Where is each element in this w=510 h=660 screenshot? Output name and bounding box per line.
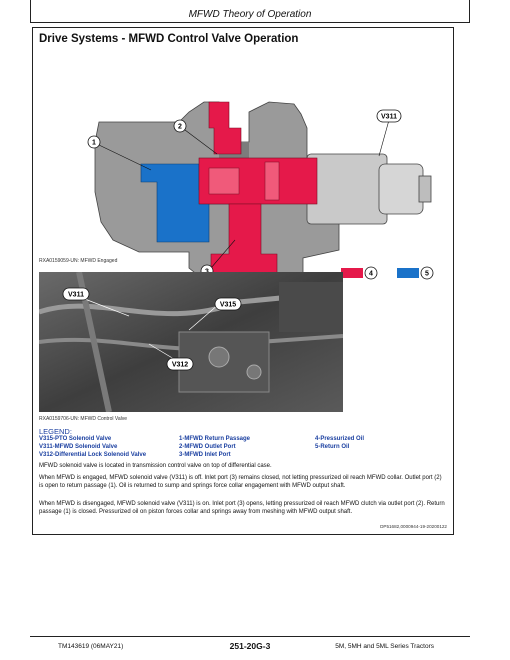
legend-item: V311-MFWD Solenoid Valve: [39, 444, 118, 450]
solenoid-body: [307, 154, 387, 224]
callout-v311: [377, 110, 401, 156]
pressurized-oil-swatch: [341, 268, 363, 278]
body-paragraph: MFWD solenoid valve is located in transmission control valve on top of differential case.: [39, 463, 272, 469]
legend-item: 1-MFWD Return Passage: [179, 436, 251, 442]
diagram-caption: RXA0159059-UN: MFWD Engaged: [39, 258, 118, 264]
pressurized-port-top: [209, 102, 241, 154]
svg-text:2: 2: [178, 123, 182, 131]
footer-series: 5M, 5MH and 5ML Series Tractors: [335, 643, 434, 650]
solenoid-cap: [379, 164, 423, 214]
section-title: Drive Systems - MFWD Control Valve Operation: [39, 33, 299, 45]
valve-cutaway-diagram: [39, 72, 449, 300]
legend-item: 5-Return Oil: [315, 444, 350, 450]
control-valve-photo: [39, 272, 343, 412]
body-paragraph: When MFWD is disengaged, MFWD solenoid valve (V311) is on. Inlet port (3) opens, letting pressurized oil reach MFWD clutch via outlet port (2). Return passage (1) is closed. Pressurized oil on piston forces collar and springs away from meshing with MFWD output shaft.: [39, 501, 445, 516]
footer-doc-id: TM143619 (06MAY21): [58, 643, 124, 650]
solenoid-connector: [419, 176, 431, 202]
return-oil-swatch: [397, 268, 419, 278]
svg-text:V312: V312: [171, 361, 189, 369]
svg-text:5: 5: [425, 270, 429, 278]
spool-land: [265, 162, 279, 200]
legend-item: 2-MFWD Outlet Port: [179, 444, 236, 450]
svg-text:V315: V315: [219, 301, 237, 309]
reference-id: DP51682,0000944-19-20200122: [380, 524, 447, 529]
callout-4: [365, 267, 377, 279]
svg-text:4: 4: [369, 270, 373, 278]
page-footer: [30, 636, 470, 651]
legend-title: LEGEND:: [39, 427, 72, 436]
legend-item: V315-PTO Solenoid Valve: [39, 436, 112, 442]
legend-item: 3-MFWD Inlet Port: [179, 452, 231, 458]
svg-text:1: 1: [92, 139, 96, 147]
legend-item: V312-Differential Lock Solenoid Valve: [39, 452, 147, 458]
callout-5: [421, 267, 433, 279]
footer-page-number: 251-20G-3: [229, 641, 271, 651]
svg-text:V311: V311: [381, 113, 397, 121]
header-title: MFWD Theory of Operation: [188, 9, 312, 20]
svg-text:V311: V311: [68, 291, 84, 299]
content-panel: [32, 27, 454, 535]
photo-caption: RXA0159706-UN: MFWD Control Valve: [39, 416, 127, 422]
spool-inner: [209, 168, 239, 194]
page-header: [30, 8, 470, 23]
legend-item: 4-Pressurized Oil: [315, 436, 365, 442]
body-paragraph: When MFWD is engaged, MFWD solenoid valve (V311) is off. Inlet port (3) remains closed, not letting pressurized oil reach MFWD collar. Outlet port (2) is open to return passage (1). Oil is returned to sump and springs force collar engagement with MFWD output shaft.: [39, 475, 442, 490]
